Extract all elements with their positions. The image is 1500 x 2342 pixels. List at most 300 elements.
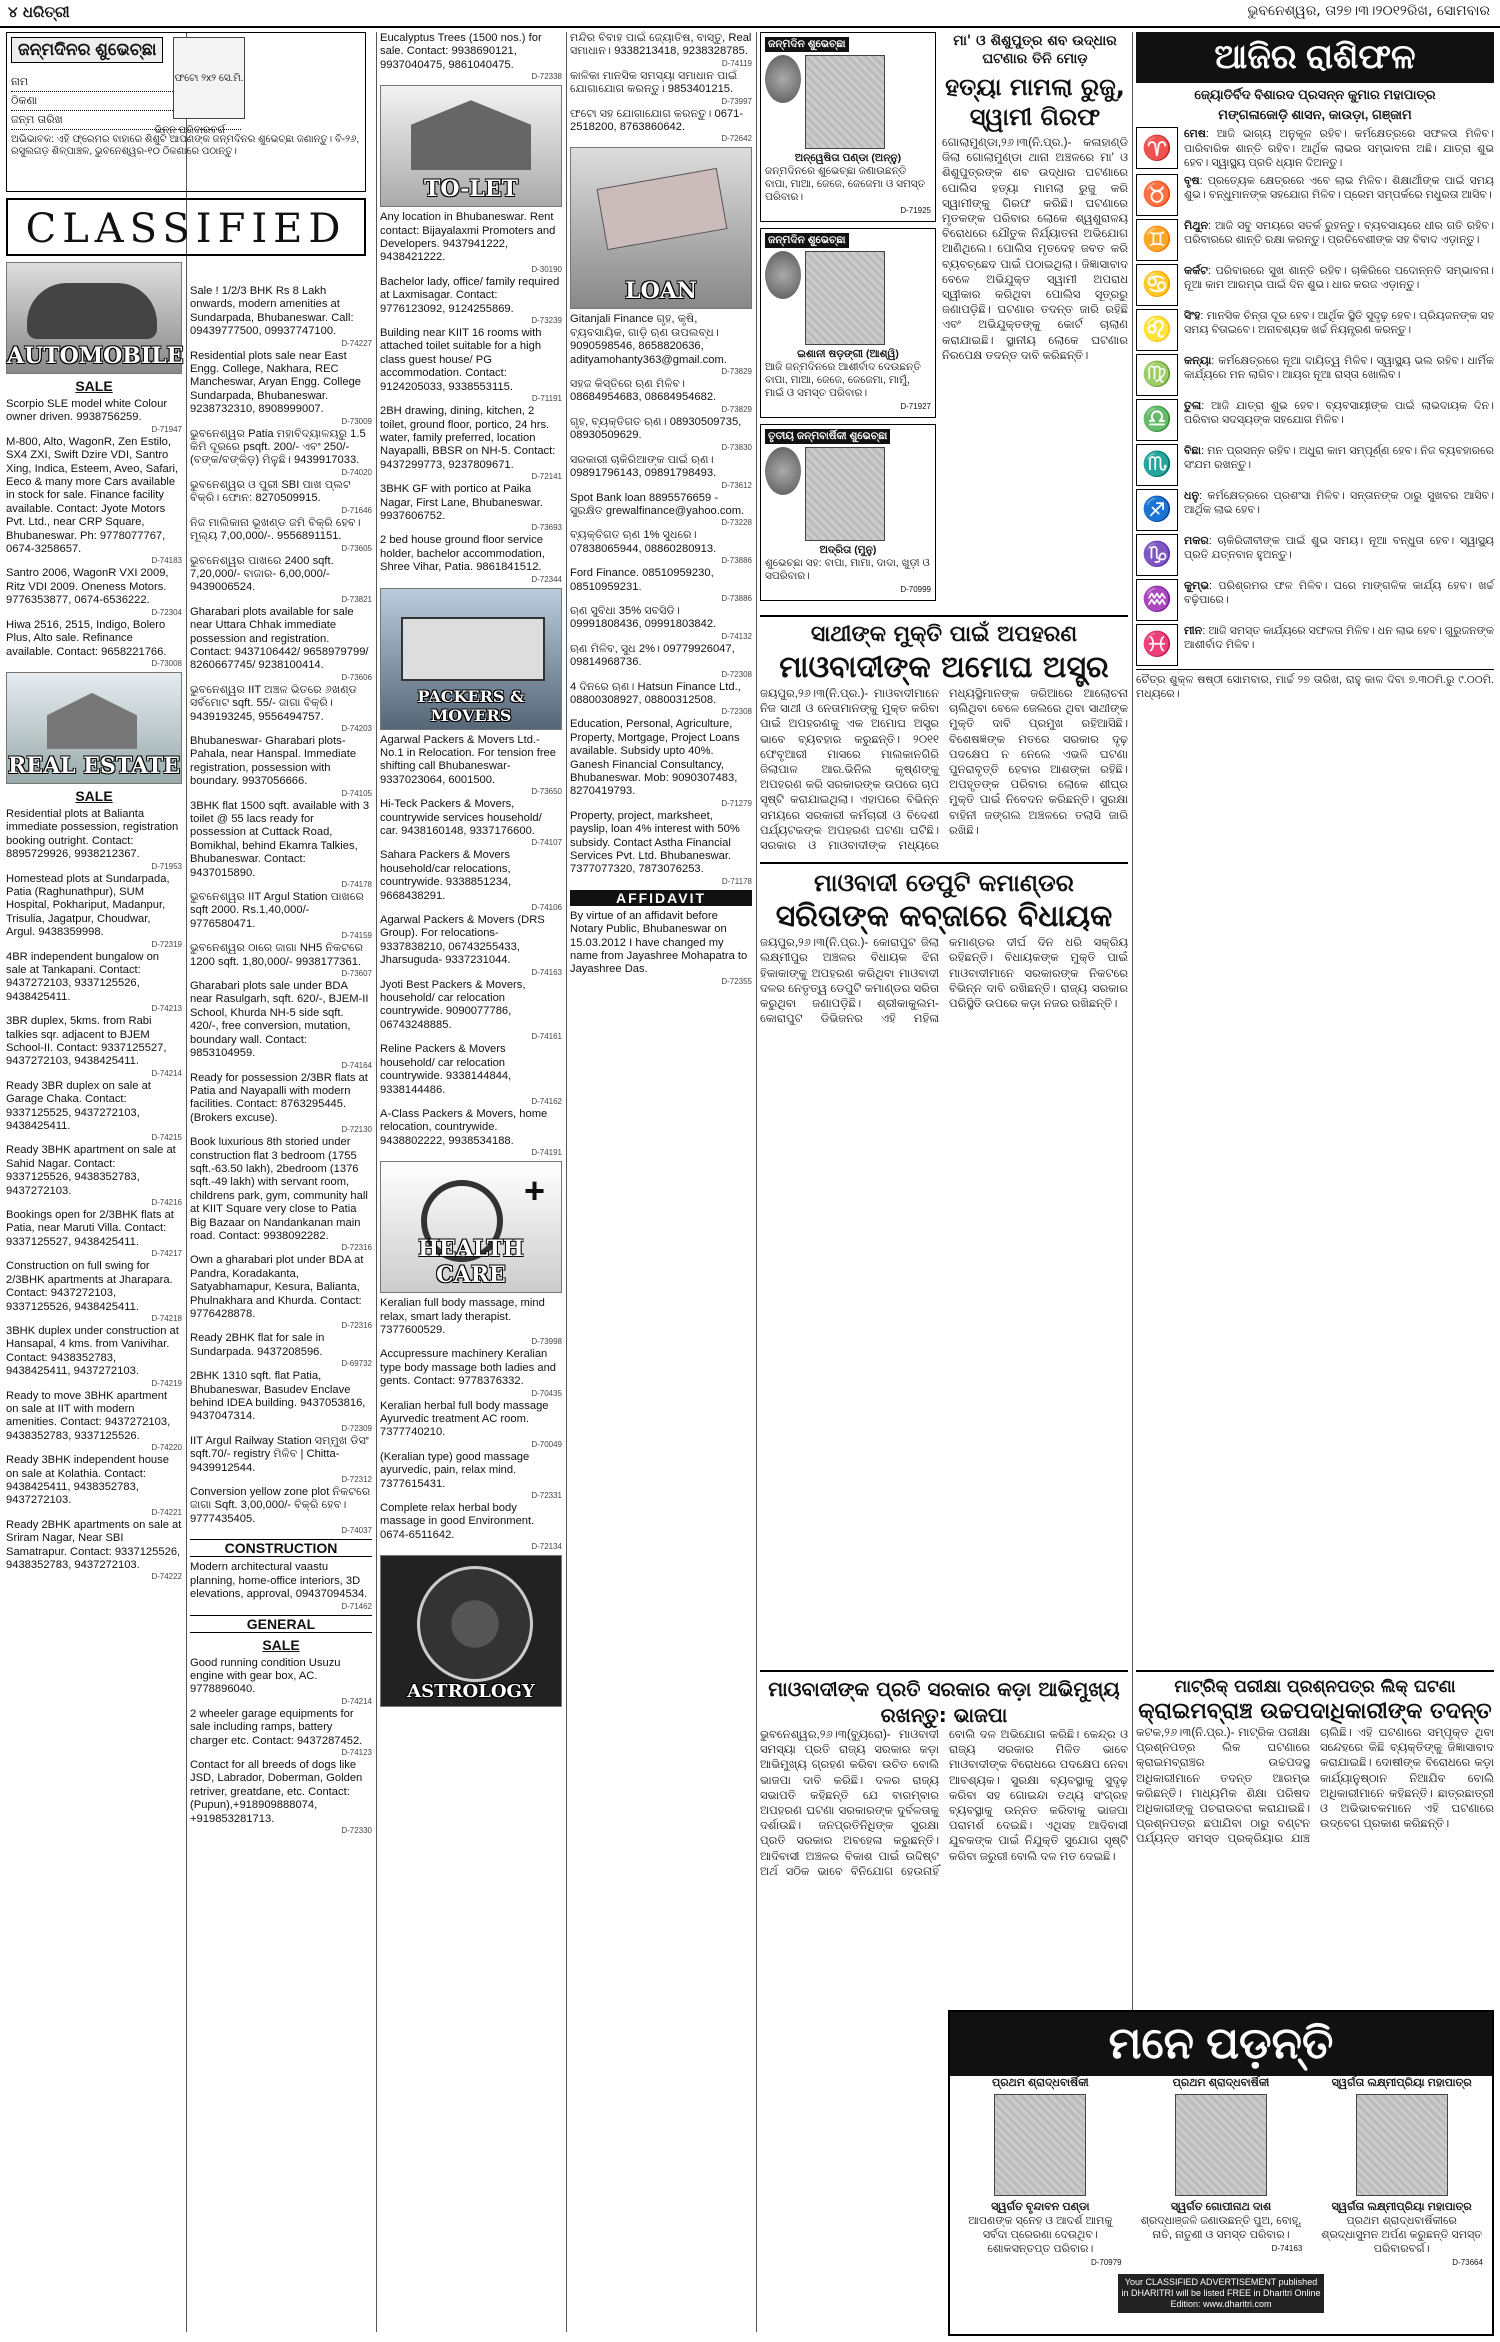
ad-code: D-72312 — [341, 1475, 372, 1485]
ad-code: D-74213 — [151, 1004, 182, 1014]
to-let-ad — [380, 534, 562, 583]
automobile-ad — [6, 567, 182, 616]
form-field-dob[interactable]: ଜନ୍ମ ତାରିଖ — [11, 111, 241, 130]
ad-code: D-72331 — [531, 1491, 562, 1500]
rashi-item: ♊ ମିଥୁନ: ଆଜି ସବୁ ସମୟରେ ସତର୍କ ରୁହନ୍ତୁ। ବ୍ୟବସାୟରେ ଧୀର ଗତି ରହିବ। ପରିବାରରେ ଶାନ୍ତି ରକ୍ଷା କରନ୍ତୁ। ପ୍ରତିବେଶୀଙ୍କ ସହ ବିବାଦ ଏଡ଼ାନ୍ତୁ। — [1136, 219, 1494, 261]
rashi-name: ତୁଳା — [1184, 399, 1202, 412]
ad-code: D-74219 — [151, 1378, 182, 1388]
to-let-ad — [380, 405, 562, 481]
property-ad — [190, 479, 372, 515]
page-number-masthead: ୪ ଧରିତ୍ରୀ — [8, 3, 70, 21]
property-ad — [190, 942, 372, 978]
classified-ad-text: (Keralian type) good massage ayurvedic, pain, relax mind. 7377615431. — [380, 1450, 530, 1490]
classified-ad-text: ଭୁବନେଶ୍ୱର Patia ମହାବିଦ୍ୟାଳୟରୁ 1.5 କିମି ଦୂରରେ psqft. 200/- ଏବଂ 250/- (ବଙ୍କ/ବଙ୍କିଡ଼) ମିଳୁଛି। 9439917033. — [190, 427, 366, 467]
classified-ad-text: A-Class Packers & Movers, home relocation, countrywide. 9438802222, 9938534188. — [380, 1107, 548, 1147]
classified-ad-text: Ford Finance. 08510959230, 08510959231. — [570, 567, 714, 593]
classified-ad-text: Ready 3BHK independent house on sale at Kolathia. Contact: 9438425411, 9438352783, 9437272103. — [6, 1454, 169, 1507]
loan-ad — [570, 492, 752, 528]
property-ad — [190, 891, 372, 940]
real-estate-ad — [6, 1209, 182, 1258]
classified-ad-text: 3BHK GF with portico at Paika Nagar, First Lane, Bhubaneswar. 9937606752. — [380, 483, 543, 522]
rashi-name: ମକର — [1184, 534, 1209, 547]
rashi-item: ♎ ତୁଳା: ଆଜି ଯାତ୍ରା ଶୁଭ ହେବ। ବ୍ୟବସାୟୀଙ୍କ ପାଇଁ ଲାଭଦାୟକ ଦିନ। ପରିବାର ସଦସ୍ୟଙ୍କ ସହଯୋଗ ମିଳିବ। — [1136, 399, 1494, 441]
rashi-prediction: ମନ ପ୍ରସନ୍ନ ରହିବ। ଅଧୁରା କାମ ସମ୍ପୂର୍ଣ୍ଣ ହେବ। ନିଜ ବ୍ୟବହାରରେ ସଂଯମ ରଖନ୍ତୁ। — [1184, 444, 1494, 472]
ad-code: D-72319 — [151, 939, 182, 949]
loan-ad — [570, 718, 752, 807]
property-ad — [190, 285, 372, 348]
rashi-item: ♑ ମକର: ଚାକିରିଜୀବୀଙ୍କ ପାଇଁ ଶୁଭ ସମୟ। ନୂଆ ବନ୍ଧୁତା ହେବ। ସ୍ୱାସ୍ଥ୍ୟ ପ୍ରତି ଯତ୍ନବାନ ହୁଅନ୍ତୁ। — [1136, 534, 1494, 576]
greeting-name: ଅନ୍ୱେଷିତା ପଣ୍ଡା (ଅନ୍ନୁ) — [794, 152, 902, 164]
loan-ad — [570, 810, 752, 886]
ad-code: D-71925 — [900, 206, 931, 215]
packers-ad — [380, 1043, 562, 1106]
classified-ad-text: ଋଣ ମିଳିବ, ସୁଧ 2%। 09779926047, 09814968736. — [570, 642, 735, 669]
classified-ad-text: Reline Packers & Movers household/ car relocation countrywide. 9338144844, 9338144486. — [380, 1043, 512, 1096]
rashi-item: ♍ କନ୍ୟା: କର୍ମକ୍ଷେତ୍ରରେ ନୂଆ ଦାୟିତ୍ୱ ମିଳିବ। ସ୍ୱାସ୍ଥ୍ୟ ଭଲ ରହିବ। ଧାର୍ମିକ କାର୍ଯ୍ୟରେ ମନ ଲାଗିବ। ଆୟର ନୂଆ ରାସ୍ତା ଖୋଲିବ। — [1136, 354, 1494, 396]
loan-label: LOAN — [625, 278, 697, 305]
real-estate-image-label: REAL ESTATE — [7, 752, 181, 779]
rashi-prediction: କର୍ମକ୍ଷେତ୍ରରେ ନୂଆ ଦାୟିତ୍ୱ ମିଳିବ। ସ୍ୱାସ୍ଥ୍ୟ ଭଲ ରହିବ। ଧାର୍ମିକ କାର୍ଯ୍ୟରେ ମନ ଲାଗିବ। ଆୟର ନୂଆ ରାସ୍ତା ଖୋଲିବ। — [1184, 354, 1494, 382]
ad-code: D-74161 — [531, 1032, 562, 1042]
classified-ad-text: Book luxurious 8th storied under construction flat 3 bedroom (1755 sqft.-63.50 lakh), 2bedroom (1376 sqft.-49 lakh) with servant room, childrens park, gym, community hall at KIIT Square very close to Patia Big Bazaar on Nandankanan main road. Contact: 9938092282. — [190, 1136, 368, 1242]
automobile-ad — [6, 619, 182, 668]
ad-code: D-73228 — [721, 518, 752, 528]
rashifal-column — [1136, 32, 1494, 702]
ad-code: D-72642 — [721, 134, 752, 144]
ad-code: D-73239 — [531, 316, 562, 326]
ad-code: D-74203 — [341, 723, 372, 733]
packers-ad — [380, 734, 562, 797]
general-sale-heading: SALE — [262, 1636, 300, 1653]
classified-ad-text: Sahara Packers & Movers household/car relocations, countrywide. 9338851234, 9668438291. — [380, 849, 512, 902]
ad-code: D-74217 — [151, 1249, 182, 1259]
loan-ad — [570, 378, 752, 414]
ad-code: D-73607 — [341, 969, 372, 979]
general-ad — [190, 1759, 372, 1835]
property-ad — [190, 517, 372, 553]
online-notice: Your CLASSIFIED ADVERTISEMENT published in DHARITRI will be listed FREE in Dharitri Online Edition: www.dharitri.com — [1118, 2274, 1324, 2313]
real-estate-ad — [6, 1454, 182, 1517]
news-story-1 — [942, 32, 1128, 607]
rashi-name: ମିଥୁନ — [1184, 219, 1209, 232]
loan-ad — [570, 454, 752, 490]
classified-ad-text: ସରକାରୀ ଚାକିରିଆଙ୍କ ପାଇଁ ଋଣ। 09891796143, 09891798493. — [570, 453, 717, 480]
child-photo — [805, 447, 885, 541]
greeting-text: ଜନ୍ମଦିନରେ ଶୁଭେଚ୍ଛା ଜଣାଉଛନ୍ତି ବାପା, ମାଆ, ଜେଜେ, ଜେଜେମା ଓ ସମସ୍ତ ପରିବାର। — [765, 165, 926, 203]
loan-ad — [570, 681, 752, 717]
story-5-kicker: ମାଟ୍ରିକ୍ ପରୀକ୍ଷା ପ୍ରଶ୍ନପତ୍ର ଲିକ୍ ଘଟଣା — [1174, 1677, 1456, 1697]
ad-code: D-73829 — [721, 404, 752, 414]
zodiac-sign-icon: ♓ — [1136, 624, 1178, 666]
ad-code: D-72308 — [721, 669, 752, 679]
rashi-item: ♉ ବୃଷ: ପ୍ରତ୍ୟେକ କ୍ଷେତ୍ରରେ ଏବେ ଲାଭ ମିଳିବ। ଶିକ୍ଷାର୍ଥୀଙ୍କ ପାଇଁ ସମୟ ଶୁଭ। ବନ୍ଧୁମାନଙ୍କ ସହଯୋଗ ମିଳିବ। ପ୍ରେମ ସମ୍ପର୍କରେ ମଧୁରତା ଆସିବ। — [1136, 174, 1494, 216]
portrait-photo — [1175, 2094, 1267, 2196]
ad-code: D-74183 — [151, 556, 182, 566]
property-ad — [190, 735, 372, 798]
rashi-prediction: ଆଜି ସବୁ ସମୟରେ ସତର୍କ ରୁହନ୍ତୁ। ବ୍ୟବସାୟରେ ଧୀର ଗତି ରହିବ। ପରିବାରରେ ଶାନ୍ତି ରକ୍ଷା କରନ୍ତୁ। ପ୍ରତିବେଶୀଙ୍କ ସହ ବିବାଦ ଏଡ଼ାନ୍ତୁ। — [1184, 219, 1494, 247]
classified-ad-text: Santro 2006, WagonR VXI 2009, Ritz VDI 2009. Oneness Motors. 9776353877, 0674-6536222. — [6, 567, 169, 607]
classified-ad-text: Bhubaneswar- Gharabari plots-Pahala, near Hanspal. Immediate registration, possession with boundary. 9937056666. — [190, 734, 357, 788]
loan-image — [570, 147, 752, 309]
ad-code: D-72304 — [151, 607, 182, 617]
loan-ad — [570, 567, 752, 603]
classified-ad-text: ସହଜ କିସ୍ତିରେ ଋଣ ମିଳିବ। 08684954683, 08684954682. — [570, 378, 717, 404]
classified-ad-text: କାଳିକା ମାନସିକ ସମସ୍ୟା ସମାଧାନ ପାଇଁ ଯୋଗାଯୋଗ କରନ୍ତୁ। 9853401215. — [570, 69, 738, 96]
story-3-body: ଜୟପୁର,୨୬।୩(ନି.ପ୍ର.)- କୋରାପୁଟ ଜିଲା ଲକ୍ଷ୍ମୀପୁର ଅଞ୍ଚଳର ବିଧାୟକ ଝିନା ହିକାକାଙ୍କୁ ଅପହରଣ କରିଥିବା ମାଓବାଦୀ ଦଳର ନେତୃତ୍ୱ ଡେପୁଟି କମାଣ୍ଡର ସରିତା କରୁଥିବା ଜଣାପଡ଼ିଛି। ଶ୍ରୀକାକୁଲମ-କୋରାପୁଟ ଡିଭିଜନର ଏହି ମହିଳା କମାଣ୍ଡର ଦୀର୍ଘ ଦିନ ଧରି ସକ୍ରିୟ ରହିଛନ୍ତି। ବିଧାୟକଙ୍କ ମୁକ୍ତି ପାଇଁ ମାଓବାଦୀମାନେ ସରକାରଙ୍କ ନିକଟରେ ବିଭିନ୍ନ ଦାବି ରଖିଛନ୍ତି। ରାଜ୍ୟ ସରକାର ପରିସ୍ଥିତି ଉପରେ କଡ଼ା ନଜର ରଖିଛନ୍ତି। — [760, 937, 1128, 1026]
ad-code: D-70999 — [900, 585, 931, 594]
rashifal-astrologer: ଜ୍ୟୋତିର୍ବିଦ ବିଶାରଦ ପ୍ରସନ୍ନ କୁମାର ମହାପାତ୍ର — [1194, 87, 1436, 102]
real-estate-ad — [6, 1390, 182, 1453]
real-estate-ad — [6, 1325, 182, 1388]
memorial-label: ପ୍ରଥମ ଶ୍ରାଦ୍ଧବାର୍ଷିକୀ — [991, 2077, 1089, 2089]
classified-ad-text: 2 bed house ground floor service holder, bachelor accommodation, Shree Vihar, Patia. 9861841512. — [380, 534, 545, 574]
health-ad — [380, 1400, 562, 1449]
classified-ad-text: Bachelor lady, office/ family required at Laxmisagar. Contact: 9776123092, 9124255869. — [380, 275, 560, 315]
rashifal-list — [1136, 127, 1494, 666]
classified-ad-text: ମନ୍ଦିର ବିବାହ ପାଇଁ ଜ୍ୟୋତିଷ, ବାସ୍ତୁ, Real ସମାଧାନ। 9338213418, 9238328785. — [570, 32, 752, 58]
affidavit-heading: AFFIDAVIT — [570, 890, 752, 906]
property-ad — [190, 1136, 372, 1252]
ad-code: D-74163 — [1271, 2244, 1303, 2253]
classified-ad-text: ଭୁବନେଶ୍ୱର IIT Argul Station ପାଖରେ sqft 2000. Rs.1,40,000/- 9776580471. — [190, 891, 364, 930]
ad-code: D-72141 — [531, 472, 562, 482]
ad-code: D-73829 — [721, 367, 752, 377]
child-photo — [805, 251, 885, 345]
classified-ad-text: 2BH drawing, dining, kitchen, 2 toilet, ground floor, portico, 24 hrs. water, family preferred, location Nayapalli, BBSR on NH-5. Contact: 9437299773, 9237809671. — [380, 405, 556, 471]
property-ad — [190, 1486, 372, 1535]
photo-placeholder-label: ଫଟୋ ୨x୨ ସେ.ମି. — [174, 72, 244, 84]
ad-code: D-73009 — [341, 416, 372, 426]
ad-code: D-74132 — [721, 631, 752, 641]
greeting-name: ଇଶାନୀ ଷଡ଼ଙ୍ଗୀ (ଆଶ୍ୱି) — [797, 348, 899, 360]
rashi-item: ♓ ମୀନ: ଆଜି ସମସ୍ତ କାର୍ଯ୍ୟରେ ସଫଳତା ମିଳିବ। ଧନ ଲାଭ ହେବ। ଗୁରୁଜନଙ୍କ ଆଶୀର୍ବାଦ ମିଳିବ। — [1136, 624, 1494, 666]
rashi-name: ବିଛା — [1184, 444, 1201, 457]
classified-ad-text: ଫଟୋ ସହ ଯୋଗାଯୋଗ କରନ୍ତୁ। 0671-2518200, 8763860642. — [570, 107, 744, 134]
ad-code: D-74123 — [341, 1747, 372, 1757]
rashi-name: ଧନୁ — [1184, 489, 1200, 502]
astrology-ad — [570, 32, 752, 68]
to-let-ad — [380, 483, 562, 532]
memorial-label: ସ୍ୱର୍ଗତା ଲକ୍ଷ୍ମୀପ୍ରିୟା ମହାପାତ୍ର — [1331, 2077, 1472, 2089]
classified-ad-text: 2 wheeler garage equipments for sale including ramps, battery charger etc. Contact: 9437287452. — [190, 1707, 363, 1747]
rashi-prediction: ପରିଶ୍ରମର ଫଳ ମିଳିବ। ଘରେ ମାଙ୍ଗଳିକ କାର୍ଯ୍ୟ ହେବ। ଖର୍ଚ୍ଚ ବଢ଼ିପାରେ। — [1184, 579, 1494, 607]
property-ad — [190, 1072, 372, 1135]
classified-ad-text: IIT Argul Railway Station ସମ୍ମୁଖ ଡିସଂ sqft.70/- registry ମିଳିବ | Chitta- 9439912544. — [190, 1434, 369, 1474]
rashi-prediction: ପ୍ରତ୍ୟେକ କ୍ଷେତ୍ରରେ ଏବେ ଲାଭ ମିଳିବ। ଶିକ୍ଷାର୍ଥୀଙ୍କ ପାଇଁ ସମୟ ଶୁଭ। ବନ୍ଧୁମାନଙ୍କ ସହଯୋଗ ମିଳିବ। ପ୍ରେମ ସମ୍ପର୍କରେ ମଧୁରତା ଆସିବ। — [1184, 174, 1494, 202]
rashi-prediction: ଆଜି ଭାଗ୍ୟ ଅନୁକୂଳ ରହିବ। କର୍ମକ୍ଷେତ୍ରରେ ସଫଳତା ମିଳିବ। ପାରିବାରିକ ଶାନ୍ତି ରହିବ। ଆର୍ଥିକ ଲାଭର ସମ୍ଭାବନା ଅଛି। ଯାତ୍ରା ଶୁଭ ହେବ। ସ୍ୱାସ୍ଥ୍ୟ ପ୍ରତି ଧ୍ୟାନ ଦିଅନ୍ତୁ। — [1184, 128, 1494, 170]
child-photo — [805, 55, 885, 149]
classified-column-4 — [570, 32, 752, 988]
ad-code: D-72316 — [341, 1243, 372, 1253]
memorial-card — [1140, 2076, 1303, 2270]
story-1-kicker: ମା' ଓ ଶିଶୁପୁତ୍ର ଶବ ଉଦ୍ଧାର ଘଟଣାର ତିନି ମୋଡ଼ — [953, 33, 1117, 67]
rashi-item: ♋ କର୍କଟ: ପରିବାରରେ ସୁଖ ଶାନ୍ତି ରହିବ। ଚାକିରିରେ ପଦୋନ୍ନତି ସମ୍ଭାବନା। ନୂଆ କାମ ଆରମ୍ଭ ପାଇଁ ଦିନ ଶୁଭ। ଧାର କରଜ ଏଡ଼ାନ୍ତୁ। — [1136, 264, 1494, 306]
building-icon — [411, 100, 531, 170]
memorial-list — [950, 2076, 1492, 2270]
ad-code: D-74163 — [531, 967, 562, 977]
classified-ad-text: ବ୍ୟକ୍ତିଗତ ଋଣ 1% ସୁଧରେ। 07838065944, 08860280913. — [570, 529, 717, 555]
story-4-headline: ମାଓବାଦୀଙ୍କ ପ୍ରତି ସରକାର କଡ଼ା ଆଭିମୁଖ୍ୟ ରଖନ୍ତୁ: ଭାଜପା — [768, 1677, 1120, 1727]
property-ad — [190, 1435, 372, 1484]
property-ad — [190, 555, 372, 604]
automobile-ad — [6, 398, 182, 434]
classified-ad-text: Any location in Bhubaneswar. Rent contact: Bijayalaxmi Promoters and Developers. 9437941222, 9438421222. — [380, 211, 556, 264]
loan-ad — [570, 416, 752, 452]
real-estate-ad — [6, 1144, 182, 1207]
ad-code: D-71953 — [151, 861, 182, 871]
ad-code: D-74178 — [341, 880, 372, 890]
classified-ad-text: Complete relax herbal body massage in good Environment. 0674-6511642. — [380, 1502, 535, 1541]
memorial-card — [959, 2076, 1122, 2270]
classified-ad-text: 4 ଦିନରେ ଋଣ। Hatsun Finance Ltd., 08800308927, 08800312508. — [570, 680, 741, 706]
property-ad — [190, 1370, 372, 1433]
classified-ad-text: ଗୃହ, ବ୍ୟକ୍ତିଗତ ଋଣ। 08930509735, 08930509629. — [570, 415, 742, 442]
zodiac-sign-icon: ♑ — [1136, 534, 1178, 576]
story-2-body: ଜୟପୁର,୨୬।୩(ନି.ପ୍ର.)- ମାଓବାଦୀମାନେ ନିଜ ସାଥୀ ଓ ନେତାମାନଙ୍କୁ ମୁକ୍ତ କରିବା ପାଇଁ ଅପହରଣକୁ ଏକ ଅମୋଘ ଅସ୍ତ୍ର ଭାବେ ବ୍ୟବହାର କରୁଛନ୍ତି। ୨୦୧୧ ଫେବୃଆରୀ ମାସରେ ମାଲକାନଗିରି ଜିଲାପାଳ ଆର.ଭିନିଲ କୃଷ୍ଣଙ୍କୁ ଅପହରଣ କରି ସରକାରଙ୍କ ଉପରେ ଚାପ ସୃଷ୍ଟି କରାଯାଇଥିଲା। ଏହାପରେ ବିଭିନ୍ନ ସମୟରେ ସରକାରୀ କର୍ମଚାରୀ ଓ ବିଦେଶୀ ପର୍ଯ୍ୟଟକଙ୍କ ଅପହରଣ ଘଟଣା ଘଟିଛି। ସରକାର ଓ ମାଓବାଦୀଙ୍କ ମଧ୍ୟରେ ମଧ୍ୟସ୍ଥିମାନଙ୍କ ଜରିଆରେ ଆଲୋଚନା ଚାଲିଥିବା ବେଳେ ଜେଲରେ ଥିବା ସାଥୀଙ୍କ ମୁକ୍ତି ଦାବି ପ୍ରମୁଖ ରହିଆସିଛି। ବିଶେଷଜ୍ଞଙ୍କ ମତରେ ସରକାର ଦୃଢ଼ ପଦକ୍ଷେପ ନ ନେଲେ ଏଭଳି ଘଟଣା ପୁନରାବୃତ୍ତି ହେବାର ଆଶଙ୍କା ରହିଛି। ଅପହୃତଙ୍କ ପରିବାର ଲୋକେ ଶୀଘ୍ର ମୁକ୍ତି ପାଇଁ ନିବେଦନ କରିଛନ୍ତି। ସୁରକ୍ଷା ବାହିନୀ ଜଙ୍ଗଲ ଅଞ୍ଚଳରେ ତଲାସି ଜାରି ରଖିଛି। — [760, 688, 1128, 853]
real-estate-ad — [6, 951, 182, 1014]
ad-code: D-74105 — [341, 788, 372, 798]
ad-code: D-72344 — [531, 574, 562, 584]
classified-ad-text: Construction on full swing for 2/3BHK apartments at Jharapara. Contact: 9437272103, 9337125526, 9438425411. — [6, 1260, 173, 1313]
ad-code: D-74227 — [341, 338, 372, 348]
health-ad — [380, 1451, 562, 1500]
classified-ad-text: Property, project, marksheet, payslip, loan 4% interest with 50% subsidy. Contact Astha Financial Services Pvt. Ltd. Bhubaneswar. 7377077320, 7873076253. — [570, 809, 740, 876]
news-story-4 — [760, 1670, 1128, 1880]
greeting-title: ତୃତୀୟ ଜନ୍ମବାର୍ଷିକୀ ଶୁଭେଚ୍ଛା — [765, 429, 890, 444]
property-ad — [190, 980, 372, 1069]
greeting-card — [760, 32, 936, 222]
ad-code: D-73664 — [1452, 2258, 1483, 2267]
memorial-name: ସ୍ୱର୍ଗତା ଲକ୍ଷ୍ମୀପ୍ରିୟା ମହାପାତ୍ର — [1331, 2201, 1472, 2213]
rashifal-address: ମଙ୍ଗଳାଜୋଡ଼ି ଶାସନ, କାଉଡ଼ା, ଗଞ୍ଜାମ — [1218, 107, 1412, 122]
packers-ad — [380, 914, 562, 977]
classified-ad-text: ନିଜ ମାଲିକାନା ଭୂଖଣ୍ଡ ଜମି ବିକ୍ରି ହେବ। ମୂଲ୍ୟ 7,00,000/-. 9556891151. — [190, 516, 361, 543]
news-story-5 — [1136, 1670, 1494, 1880]
classified-ad-text: Homestead plots at Sundarpada, Patia (Raghunathpur), SUM Hospital, Pokhariput, Madanpur, Trisulia, Jagatpur, Choudwar, Argul. 9438359998. — [6, 872, 170, 939]
memorial-block — [948, 2010, 1494, 2336]
packers-image — [380, 588, 562, 730]
property-ad — [190, 350, 372, 426]
story-3-kicker: ମାଓବାଦୀ ଡେପୁଟି କମାଣ୍ଡର — [814, 869, 1074, 898]
news-story-3 — [760, 862, 1128, 1027]
ad-code: D-74164 — [341, 1060, 372, 1070]
real-estate-ad — [6, 1260, 182, 1323]
column-3-ads-packers — [380, 734, 562, 1158]
loan-ad — [570, 313, 752, 376]
zodiac-sign-icon: ♍ — [1136, 354, 1178, 396]
rashi-prediction: କର୍ମକ୍ଷେତ୍ରରେ ପ୍ରଶଂସା ମିଳିବ। ସନ୍ତାନଙ୍କ ଠାରୁ ସୁଖବର ଆସିବ। ଆର୍ଥିକ ଲାଭ ହେବ। — [1184, 489, 1494, 517]
memorial-name: ସ୍ୱର୍ଗତ ବୃନ୍ଦାବନ ପଣ୍ଡା — [991, 2201, 1090, 2213]
ad-code: D-72134 — [531, 1542, 562, 1552]
classified-ad-text: Agarwal Packers & Movers Ltd.- No.1 in Relocation. For tension free shifting call Bhubaneswar- 9337023064, 6001500. — [380, 733, 556, 786]
classified-ad-text: M-800, Alto, WagonR, Zen Estilo, SX4 ZXI, Swift Dzire VDI, Santro Xing, Indica, Esteem, Aveo, Safari, Eeco & many more Cars available in stock for sale. Finance facility available. Contact: Jyote Motors Pvt. Ltd., near CRP Square, Bhubaneswar. Ph: 9778077767, 0674-3258657. — [6, 435, 179, 556]
zodiac-sign-icon: ♈ — [1136, 127, 1178, 169]
ad-code: D-72130 — [341, 1125, 372, 1135]
rashi-name: ବୃଷ — [1184, 174, 1200, 187]
real-estate-sale-heading: SALE — [75, 787, 113, 804]
classified-ad-text: ଭୁବନେଶ୍ୱର ଠାରେ ଜାଗା NH5 ନିକଟରେ 1200 sqft. 1,80,000/- 9938177361. — [190, 942, 364, 968]
birthday-form — [6, 32, 366, 192]
greeting-name: ଅଦ୍ରିତା (ମୁନୁ) — [819, 544, 877, 556]
packers-ad — [380, 979, 562, 1042]
zodiac-sign-icon: ♒ — [1136, 579, 1178, 621]
classified-ad-text: Education, Personal, Agriculture, Property, Mortgage, Project Loans available. Subsidy upto 40%. Ganesh Financial Consultancy, Bhubaneswar. Mob: 9090307483, 8270419793. — [570, 718, 740, 798]
rashi-name: ମୀନ — [1184, 624, 1203, 637]
form-note: ଅଭିଭାବକ: ଏହି ଫ୍ରେମର ବାହାରେ ଶିଶୁଟି ଆପଣଙ୍କ ଜନ୍ମଦିନର ଶୁଭେଚ୍ଛା ଜଣାନ୍ତୁ। ବି-୨୬, ରସୁଲଗଡ଼ ଶିଳ୍ପାଞ୍ଚଳ, ଭୁବନେଶ୍ୱର-୧୦ ଠିକଣାରେ ପଠାନ୍ତୁ। — [11, 134, 360, 157]
astrology-ad — [570, 70, 752, 106]
classified-ad-text: 2BHK 1310 sqft. flat Patia, Bhubaneswar, Basudev Enclave behind IDEA building. 9437053816, 9437047314. — [190, 1370, 366, 1423]
packers-label: PACKERS & MOVERS — [417, 686, 525, 725]
story-2-kicker: ସାଥୀଙ୍କ ମୁକ୍ତି ପାଇଁ ଅପହରଣ — [810, 622, 1078, 647]
classified-ad-text: Ready to move 3BHK apartment on sale at IIT with modern amenities. Contact: 9437272103, 9438352783, 9337125526. — [6, 1389, 171, 1442]
ad-code: D-72338 — [531, 72, 562, 82]
truck-icon — [401, 617, 545, 681]
rashi-item: ♈ ମେଷ: ଆଜି ଭାଗ୍ୟ ଅନୁକୂଳ ରହିବ। କର୍ମକ୍ଷେତ୍ରରେ ସଫଳତା ମିଳିବ। ପାରିବାରିକ ଶାନ୍ତି ରହିବ। ଆର୍ଥିକ ଲାଭର ସମ୍ଭାବନା ଅଛି। ଯାତ୍ରା ଶୁଭ ହେବ। ସ୍ୱାସ୍ଥ୍ୟ ପ୍ରତି ଧ୍ୟାନ ଦିଅନ୍ତୁ। — [1136, 127, 1494, 171]
memorial-text: ଶ୍ରଦ୍ଧାଞ୍ଜଳି ଜଣାଉଛନ୍ତି ପୁଅ, ବୋହୂ, ନାତି, ନାତୁଣୀ ଓ ସମସ୍ତ ପରିବାର। — [1140, 2215, 1302, 2241]
memorial-text: ପ୍ରଥମ ଶ୍ରାଦ୍ଧବାର୍ଷିକୀରେ ଶ୍ରଦ୍ଧାସୁମନ ଅର୍ପଣ କରୁଛନ୍ତି ସମସ୍ତ ପରିବାରବର୍ଗ। — [1321, 2215, 1482, 2255]
ad-code: D-73998 — [531, 1337, 562, 1347]
lower-news — [760, 1670, 1494, 1880]
column-rule — [186, 32, 187, 2332]
classified-ad-text: Building near KIIT 16 rooms with attached toilet suitable for a high class guest house/ PG accommodation. Contact: 9124205033, 9338553115. — [380, 327, 542, 393]
page-header — [0, 0, 1500, 28]
classified-ad-text: Jyoti Best Packers & Movers, household/ car relocation countrywide. 9090077786, 06743248885. — [380, 978, 526, 1031]
rashi-prediction: ମାନସିକ ଚିନ୍ତା ଦୂର ହେବ। ଆର୍ଥିକ ସ୍ଥିତି ସୁଦୃଢ଼ ହେବ। ପ୍ରିୟଜନଙ୍କ ସହ ସମୟ ବିତାଇବେ। ଅନାବଶ୍ୟକ ଖର୍ଚ୍ଚ ନିୟନ୍ତ୍ରଣ କରନ୍ତୁ। — [1184, 309, 1494, 337]
classified-ad-text: 4BR independent bungalow on sale at Tankapani. Contact: 9437272103, 9337125526, 9438425411. — [6, 950, 160, 1003]
automobile-ads — [6, 398, 182, 668]
ad-code: D-74037 — [341, 1526, 372, 1536]
affidavit-notice — [570, 910, 752, 986]
ad-code: D-74216 — [151, 1198, 182, 1208]
classified-ad-text: ଭୁବନେଶ୍ୱର ପାଖରେ 2400 sqft. 7,20,000/- ବାଜାର- 6,00,000/- 9439006524. — [190, 554, 334, 594]
classified-ad-text: Keralian herbal full body massage Ayurvedic treatment AC room. 7377740210. — [380, 1399, 549, 1439]
real-estate-ad — [6, 1080, 182, 1143]
classified-ad-text: Ready 3BR duplex on sale at Garage Chaka. Contact: 9337125525, 9437272103, 9438425411. — [6, 1079, 151, 1133]
astrology-image — [380, 1555, 562, 1707]
affidavit-text: By virtue of an affidavit before Notary Public, Bhubaneswar on 15.03.2012 I have changed my name from Jayashree Mohapatra to Jayashree Das. — [570, 909, 748, 976]
general-ads — [190, 1657, 372, 1835]
zodiac-sign-icon: ♏ — [1136, 444, 1178, 486]
classified-ad-text: 3BHK flat 1500 sqft. available with 3 toilet @ 55 lacs ready for possession at Cuttack Road, Bomikhal, behind Ekamra Talkies, Bhubaneswar. Contact: 9437015890. — [190, 799, 370, 879]
ad-code: D-71462 — [341, 1601, 372, 1611]
memorial-title: ମନେ ପଡ଼ନ୍ତି — [950, 2012, 1492, 2076]
astrology-label: ASTROLOGY — [407, 1681, 535, 1703]
ad-code: D-70435 — [531, 1388, 562, 1398]
real-estate-ad — [6, 1519, 182, 1582]
classified-ad-text: Good running condition Usuzu engine with gear box, AC. 9778896040. — [190, 1656, 341, 1696]
rashi-prediction: ପରିବାରରେ ସୁଖ ଶାନ୍ତି ରହିବ। ଚାକିରିରେ ପଦୋନ୍ନତି ସମ୍ଭାବନା। ନୂଆ କାମ ଆରମ୍ଭ ପାଇଁ ଦିନ ଶୁଭ। ଧାର କରଜ ଏଡ଼ାନ୍ତୁ। — [1184, 264, 1494, 292]
classified-column-3 — [380, 32, 562, 1711]
classified-ad-text: Residential plots sale near East Engg. College, Nakhara, REC Mancheswar, Aryan Engg. College Sundarpada, Bhubaneswar. 9238732310, 8908999007. — [190, 349, 362, 416]
rashi-prediction: ଚାକିରିଜୀବୀଙ୍କ ପାଇଁ ଶୁଭ ସମୟ। ନୂଆ ବନ୍ଧୁତା ହେବ। ସ୍ୱାସ୍ଥ୍ୟ ପ୍ରତି ଯତ୍ନବାନ ହୁଅନ୍ତୁ। — [1184, 534, 1494, 562]
ad-code: D-73650 — [531, 787, 562, 797]
story-1-body: ଗୋଲାମୁଣ୍ଡା,୨୬।୩(ନି.ପ୍ର.)- କଳାହାଣ୍ଡି ଜିଲା ଗୋଲାମୁଣ୍ଡା ଥାନା ଅଞ୍ଚଳରେ ମା' ଓ ଶିଶୁପୁତ୍ରଙ୍କ ଶବ ଉଦ୍ଧାର ଘଟଣାରେ ପୋଲିସ ହତ୍ୟା ମାମଲା ରୁଜୁ କରି ସ୍ୱାମୀଙ୍କୁ ଗିରଫ କରିଛି। ଘଟଣାରେ ମୃତକଙ୍କ ପରିବାର ଲୋକେ ଶ୍ୱଶୁରାଳୟ ବିରୋଧରେ ଯୌତୁକ ନିର୍ଯ୍ୟାତନା ଅଭିଯୋଗ ଆଣିଥିଲେ। ପୋଲିସ ମୃତଦେହ ଜବତ କରି ବ୍ୟବଚ୍ଛେଦ ପାଇଁ ପଠାଇଥିଲା। ଜିଜ୍ଞାସାବାଦ ବେଳେ ଅଭିଯୁକ୍ତ ସ୍ୱାମୀ ଅପରାଧ ସ୍ୱୀକାର କରିଥିବା ପୋଲିସ ସୂତ୍ରରୁ ଜଣାପଡ଼ିଛି। ଘଟଣାର ତଦନ୍ତ ଜାରି ରହିଛି ଏବଂ ଅଭିଯୁକ୍ତଙ୍କୁ କୋର୍ଟ ଚାଲାଣ କରାଯାଇଛି। ସ୍ଥାନୀୟ ଲୋକେ ଘଟଣାର ନିରପେକ୍ଷ ତଦନ୍ତ ଦାବି କରିଛନ୍ତି। — [942, 137, 1128, 362]
ad-code: D-74159 — [341, 931, 372, 941]
automobile-sale-heading: SALE — [75, 378, 113, 394]
rashifal-footer: ଚୈତ୍ର ଶୁକ୍ଳ ଷଷ୍ଠୀ ସୋମବାର, ମାର୍ଚ୍ଚ ୨୭ ତାରିଖ, ରାହୁ କାଳ ଦିବା ୭.୩୦ମି.ରୁ ୯.୦୦ମି. ମଧ୍ୟରେ। — [1136, 669, 1494, 702]
column-2-ads — [190, 285, 372, 1535]
general-ad — [190, 1657, 372, 1706]
banknote-icon — [597, 168, 728, 250]
classified-ad-text: ଭୁବନେଶ୍ୱର IIT ଅଞ୍ଚଳ ଭିତରେ ୬ଖଣ୍ଡ ସର୍ବମୋଟ sqft. 55/- ଜାଗା ବିକ୍ରି। 9439193245, 9556494757. — [190, 683, 357, 723]
ad-code: D-71927 — [900, 402, 931, 411]
automobile-image — [6, 262, 182, 374]
health-care-label: HEALTH CARE — [418, 1236, 524, 1289]
ad-code: D-73886 — [721, 556, 752, 566]
ad-code: D-30190 — [531, 264, 562, 274]
memorial-label: ପ୍ରଥମ ଶ୍ରାଦ୍ଧବାର୍ଷିକୀ — [1172, 2077, 1270, 2089]
ad-code: D-74020 — [341, 467, 372, 477]
health-ad — [380, 1502, 562, 1551]
classified-ad-text: Ready 2BHK apartments on sale at Sriram Nagar, Near SBI Samatrapur. Contact: 9337125526, 9438352783, 9437272103. — [6, 1518, 182, 1571]
ad-code: D-72309 — [341, 1423, 372, 1433]
classified-ad-text: Conversion yellow zone plot ନିକଟରେ ଜାଗା Sqft. 3,00,000/- ବିକ୍ରି ହେବ। 9777435405. — [190, 1486, 371, 1525]
construction-ad-text: Modern architectural vaastu planning, home-office interiors, 3D elevations, approval, 09437094534. — [190, 1561, 368, 1601]
classified-ad-text: Keralian full body massage, mind relax, smart lady therapist. 7377600529. — [380, 1297, 545, 1336]
ad-code: D-73830 — [721, 442, 752, 452]
column-4-ads-astrology — [570, 32, 752, 143]
ad-code: D-72308 — [721, 707, 752, 717]
column-3-ads-to-let — [380, 211, 562, 583]
real-estate-ad — [6, 873, 182, 949]
ad-code: D-74221 — [151, 1507, 182, 1517]
rashi-item: ♐ ଧନୁ: କର୍ମକ୍ଷେତ୍ରରେ ପ୍ରଶଂସା ମିଳିବ। ସନ୍ତାନଙ୍କ ଠାରୁ ସୁଖବର ଆସିବ। ଆର୍ଥିକ ଲାଭ ହେବ। — [1136, 489, 1494, 531]
rashi-item: ♌ ସିଂହ: ମାନସିକ ଚିନ୍ତା ଦୂର ହେବ। ଆର୍ଥିକ ସ୍ଥିତି ସୁଦୃଢ଼ ହେବ। ପ୍ରିୟଜନଙ୍କ ସହ ସମୟ ବିତାଇବେ। ଅନାବଶ୍ୟକ ଖର୍ଚ୍ଚ ନିୟନ୍ତ୍ରଣ କରନ୍ତୁ। — [1136, 309, 1494, 351]
rashi-item: ♏ ବିଛା: ମନ ପ୍ରସନ୍ନ ରହିବ। ଅଧୁରା କାମ ସମ୍ପୂର୍ଣ୍ଣ ହେବ। ନିଜ ବ୍ୟବହାରରେ ସଂଯମ ରଖନ୍ତୁ। — [1136, 444, 1494, 486]
portrait-photo — [994, 2094, 1086, 2196]
property-ad — [190, 606, 372, 682]
packers-ad — [380, 1108, 562, 1157]
classified-ad-text: Agarwal Packers & Movers (DRS Group). For relocations- 9337838210, 06743255433, Jharsuguda- 9337231044. — [380, 914, 545, 967]
zodiac-sign-icon: ♌ — [1136, 309, 1178, 351]
classified-ad-text: Contact for all breeds of dogs like JSD, Labrador, Doberman, Golden retriver, greatdane, etc. Contact:(Pupun),+918909888074, +919853281713. — [190, 1758, 363, 1825]
real-estate-ads — [6, 808, 182, 1582]
health-ads — [380, 1297, 562, 1551]
greeting-text: ଆଜି ଜନ୍ମଦିନରେ ଆଶୀର୍ବାଦ ଦେଉଛନ୍ତି ବାପା, ମାଆ, ଜେଜେ, ଜେଜେମା, ମାମୁଁ, ମାଇଁ ଓ ସମସ୍ତ ପରିବାର। — [765, 361, 921, 399]
construction-ad — [190, 1561, 372, 1610]
ad-code: D-70049 — [531, 1439, 562, 1449]
ad-code: D-74162 — [531, 1096, 562, 1106]
story-1-headline: ହତ୍ୟା ମାମଲା ରୁଜୁ, ସ୍ୱାମୀ ଗିରଫ — [945, 73, 1125, 131]
ad-code: D-73886 — [721, 593, 752, 603]
column-rule — [1132, 32, 1133, 2332]
zodiac-sign-icon: ♉ — [1136, 174, 1178, 216]
greetings-stack — [760, 32, 936, 607]
story-3-headline: ସରିତାଙ୍କ କବ୍ଜାରେ ବିଧାୟକ — [775, 899, 1113, 935]
form-field-name[interactable]: ନାମ — [11, 73, 241, 92]
column-4-ads-loan — [570, 313, 752, 885]
greeting-title: ଜନ୍ମଦିନ ଶୁଭେଚ୍ଛା — [765, 37, 849, 52]
classified-ad-text: Residential plots at Balianta immediate possession, registration booking outright. Contact: 8895729926, 9938212367. — [6, 807, 179, 861]
classified-ad — [380, 32, 562, 81]
to-let-image — [380, 85, 562, 207]
construction-heading: CONSTRUCTION — [190, 1539, 372, 1557]
memorial-name: ସ୍ୱର୍ଗତ ଗୋପୀନାଥ ଦାଶ — [1170, 2201, 1272, 2213]
property-ad — [190, 1254, 372, 1330]
health-ad — [380, 1348, 562, 1397]
form-field-address[interactable]: ଠିକଣା — [11, 92, 241, 111]
loan-ad — [570, 529, 752, 565]
classified-column-2 — [190, 285, 372, 1837]
column-rule — [376, 32, 377, 2332]
ad-code: D-73693 — [531, 523, 562, 533]
health-care-image — [380, 1161, 562, 1293]
real-estate-ad — [6, 1015, 182, 1078]
to-let-label: TO-LET — [423, 176, 519, 203]
news-story-2 — [760, 615, 1128, 854]
health-ad — [380, 1297, 562, 1346]
loan-ad — [570, 605, 752, 641]
